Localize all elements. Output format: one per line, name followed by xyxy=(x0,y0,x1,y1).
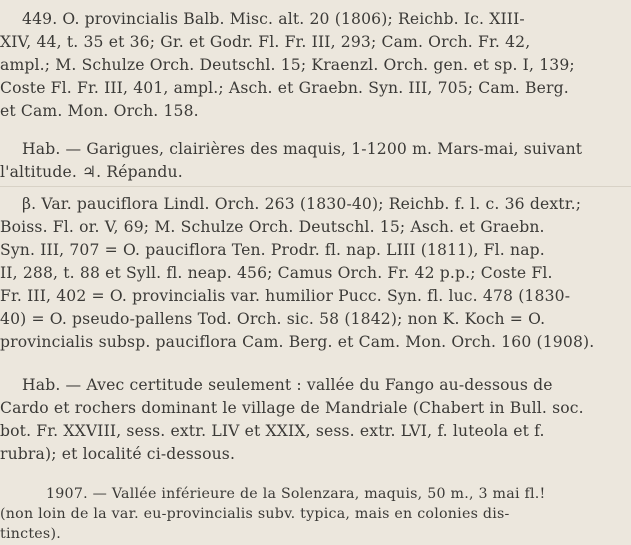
habitat-line: Hab. — Avec certitude seulement : vallée du Fango au-dessous de xyxy=(22,376,553,394)
habitat-line: l'altitude. ♃. Répandu. xyxy=(0,163,183,181)
variety-line: Boiss. Fl. or. V, 69; M. Schulze Orch. Deutschl. 15; Asch. et Graebn. xyxy=(0,218,545,236)
variety-line: Fr. III, 402 = O. provincialis var. humilior Pucc. Syn. fl. luc. 478 (1830- xyxy=(0,287,571,305)
habitat-line: rubra); et localité ci-dessous. xyxy=(0,445,236,463)
habitat-line: Hab. — Garigues, clairières des maquis, 1-1200 m. Mars-mai, suivant xyxy=(22,140,583,158)
entry-line: XIV, 44, t. 35 et 36; Gr. et Godr. Fl. Fr. III, 293; Cam. Orch. Fr. 42, xyxy=(0,33,531,51)
note-line: tinctes). xyxy=(0,526,61,542)
note-line: (non loin de la var. eu-provincialis subv. typica, mais en colonies dis- xyxy=(0,506,510,522)
variety-line: II, 288, t. 88 et Syll. fl. neap. 456; Camus Orch. Fr. 42 p.p.; Coste Fl. xyxy=(0,264,553,282)
variety-line: β. Var. pauciflora Lindl. Orch. 263 (1830-40); Reichb. f. l. c. 36 dextr.; xyxy=(22,195,582,213)
habitat-line: Cardo et rochers dominant le village de Mandriale (Chabert in Bull. soc. xyxy=(0,399,584,417)
habitat-line: bot. Fr. XXVIII, sess. extr. LIV et XXIX, sess. extr. LVI, f. luteola et f. xyxy=(0,422,545,440)
entry-line: ampl.; M. Schulze Orch. Deutschl. 15; Kraenzl. Orch. gen. et sp. I, 139; xyxy=(0,56,575,74)
variety-line: Syn. III, 707 = O. pauciflora Ten. Prodr. fl. nap. LIII (1811), Fl. nap. xyxy=(0,241,545,259)
note-line: 1907. — Vallée inférieure de la Solenzara, maquis, 50 m., 3 mai fl.! xyxy=(46,486,546,502)
variety-line: 40) = O. pseudo-pallens Tod. Orch. sic. 58 (1842); non K. Koch = O. xyxy=(0,310,546,328)
entry-line: et Cam. Mon. Orch. 158. xyxy=(0,102,199,120)
variety-line: provincialis subsp. pauciflora Cam. Berg. et Cam. Mon. Orch. 160 (1908). xyxy=(0,333,595,351)
entry-line: Coste Fl. Fr. III, 401, ampl.; Asch. et Graebn. Syn. III, 705; Cam. Berg. xyxy=(0,79,569,97)
entry-line: 449. O. provincialis Balb. Misc. alt. 20 (1806); Reichb. Ic. XIII- xyxy=(22,10,525,28)
scan-divider xyxy=(0,186,631,187)
